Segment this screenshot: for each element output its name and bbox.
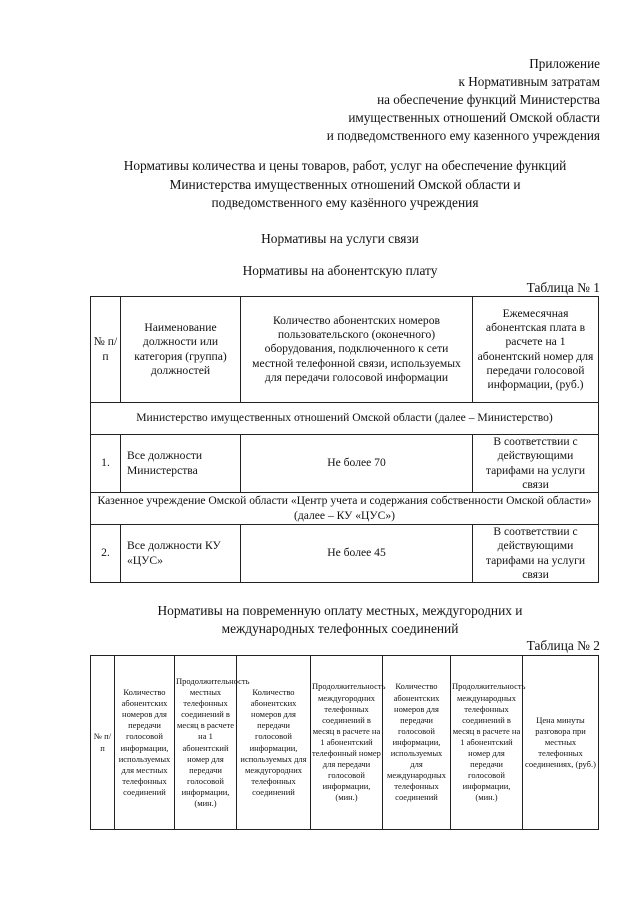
header-cell: Количество абонентских номеров для передачи голосовой информации, используемых для местных телефонных соединений (115, 656, 175, 830)
header-cell: Количество абонентских номеров пользовательского (оконечного) оборудования, подключенного к сети местной телефонной связи, используемых для передачи голосовой информации (241, 297, 473, 403)
group-cell-ministry: Министерство имущественных отношений Омской области (далее – Министерство) (91, 403, 599, 435)
title-line: Нормативы количества и цены товаров, работ, услуг на обеспечение функций (123, 158, 567, 173)
appendix-line: к Нормативным затратам (458, 74, 600, 89)
section-title-line: международных телефонных соединений (221, 621, 459, 636)
section-title-subscription-fee: Нормативы на абонентскую плату (242, 263, 438, 278)
header-cell: Ежемесячная абонентская плата в расчете на 1 абонентский номер для передачи голосовой информации, (руб.) (473, 297, 599, 403)
appendix-line: и подведомственного ему казенного учреждения (326, 128, 600, 143)
header-cell: Продолжительность междугородних телефонных соединений в месяц в расчете на 1 абонентский телефонный номер для передачи голосовой информации, (мин.) (311, 656, 383, 830)
header-cell: Продолжительность местных телефонных соединений в месяц в расчете на 1 абонентский номер для передачи голосовой информации, (мин.) (175, 656, 237, 830)
table-row (91, 435, 599, 493)
document-title (80, 157, 610, 213)
fee-cell: В соответствии с действующими тарифами на услуги связи (473, 525, 599, 583)
subscription-fee-table (90, 296, 599, 583)
table-header-row (91, 656, 599, 830)
position-cell: Все должности КУ «ЦУС» (121, 525, 241, 583)
header-cell: Количество абонентских номеров для передачи голосовой информации, используемых для междугородних телефонных соединений (237, 656, 311, 830)
row-number-cell: 2. (91, 525, 121, 583)
section-title-line: Нормативы на повременную оплату местных, междугородних и (157, 603, 523, 618)
header-cell: Цена минуты разговора при местных телефонных соединениях, (руб.) (523, 656, 599, 830)
time-based-payment-table (90, 655, 599, 830)
table-label-1: Таблица № 1 (526, 280, 600, 295)
group-cell-ku-tsus: Казенное учреждение Омской области «Центр учета и содержания собственности Омской области» (далее – КУ «ЦУС») (91, 493, 599, 525)
table-label-2: Таблица № 2 (526, 638, 600, 653)
table-header-row (91, 297, 599, 403)
appendix-line: Приложение (529, 56, 600, 71)
quantity-cell: Не более 70 (241, 435, 473, 493)
appendix-header (240, 55, 600, 145)
section-title-communication: Нормативы на услуги связи (261, 231, 419, 246)
header-cell: Наименование должности или категория (группа) должностей (121, 297, 241, 403)
header-cell: Продолжительность международных телефонных соединений в месяц в расчете на 1 абонентский номер для передачи голосовой информации, (мин.) (451, 656, 523, 830)
header-cell: № п/п (91, 656, 115, 830)
title-line: подведомственного ему казённого учреждения (211, 195, 479, 210)
fee-cell: В соответствии с действующими тарифами на услуги связи (473, 435, 599, 493)
header-cell: № п/п (91, 297, 121, 403)
title-line: Министерства имущественных отношений Омской области и (169, 176, 521, 192)
quantity-cell: Не более 45 (241, 525, 473, 583)
table-group-row (91, 493, 599, 525)
appendix-line: имущественных отношений Омской области (348, 110, 600, 125)
position-cell: Все должности Министерства (121, 435, 241, 493)
table-group-row (91, 403, 599, 435)
header-cell: Количество абонентских номеров для передачи голосовой информации, используемых для международных телефонных соединений (383, 656, 451, 830)
section-title-time-based-payment (60, 602, 620, 638)
row-number-cell: 1. (91, 435, 121, 493)
appendix-line: на обеспечение функций Министерства (377, 92, 600, 107)
table-row (91, 525, 599, 583)
